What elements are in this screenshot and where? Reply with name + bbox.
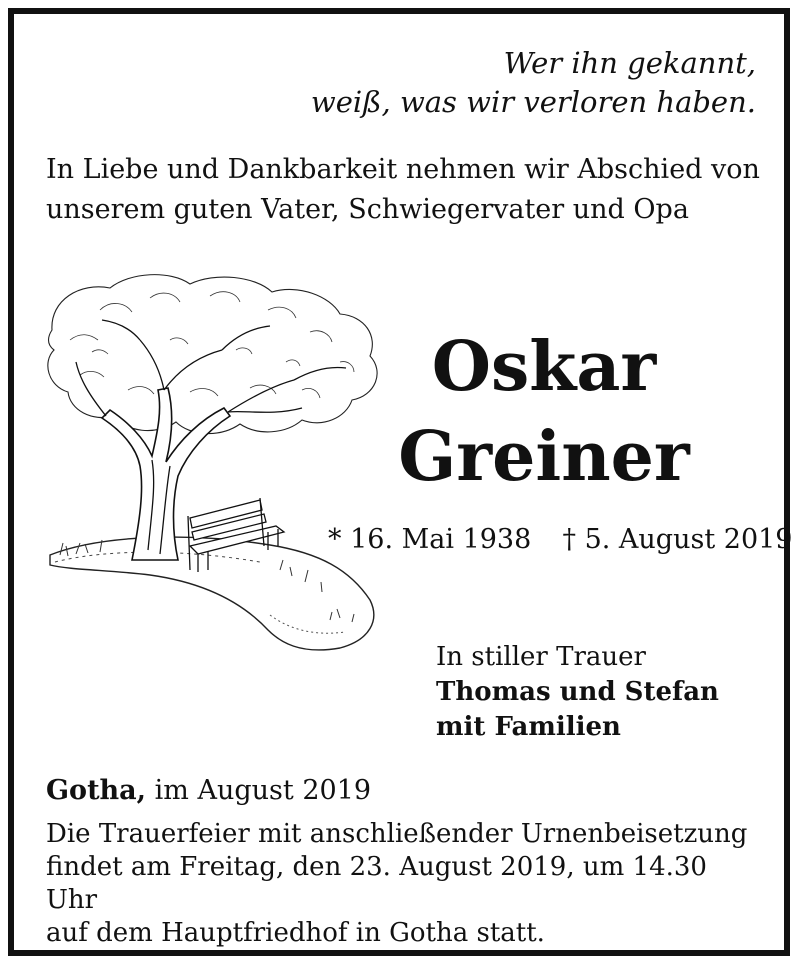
mourner-names: Thomas und Stefan [436, 677, 719, 707]
funeral-line-3: auf dem Hauptfriedhof in Gotha statt. [46, 918, 545, 948]
first-name: Oskar [431, 327, 657, 407]
intro-line-2: unserem guten Vater, Schwiegervater und Opa [46, 194, 689, 225]
funeral-line-1: Die Trauerfeier mit anschließender Urnenbeisetzung [46, 819, 748, 849]
place-date: im August 2019 [154, 775, 372, 806]
quote-line-2: weiß, was wir verloren haben. [310, 85, 756, 119]
memorial-quote [311, 44, 756, 122]
intro-line-1: In Liebe und Dankbarkeit nehmen wir Abschied von [46, 154, 760, 185]
mourner-families: mit Familien [436, 712, 621, 742]
quote-line-1: Wer ihn gekannt, [503, 46, 756, 80]
life-dates [328, 520, 792, 560]
funeral-line-2: findet am Freitag, den 23. August 2019, um 14.30 Uhr [46, 852, 707, 915]
birth-symbol: * [328, 524, 342, 555]
place-and-date [46, 772, 371, 810]
intro-text [46, 150, 766, 230]
death-date: 5. August 2019 [584, 524, 793, 555]
birth-date: 16. Mai 1938 [350, 524, 532, 555]
funeral-details [46, 818, 766, 950]
place-city: Gotha, [46, 775, 147, 806]
last-name: Greiner [398, 417, 690, 497]
tree-with-bench-illustration [40, 270, 400, 660]
mourners-block [436, 640, 719, 745]
death-symbol: † [562, 524, 576, 555]
deceased-name [388, 322, 700, 502]
mourning-phrase: In stiller Trauer [436, 642, 646, 672]
